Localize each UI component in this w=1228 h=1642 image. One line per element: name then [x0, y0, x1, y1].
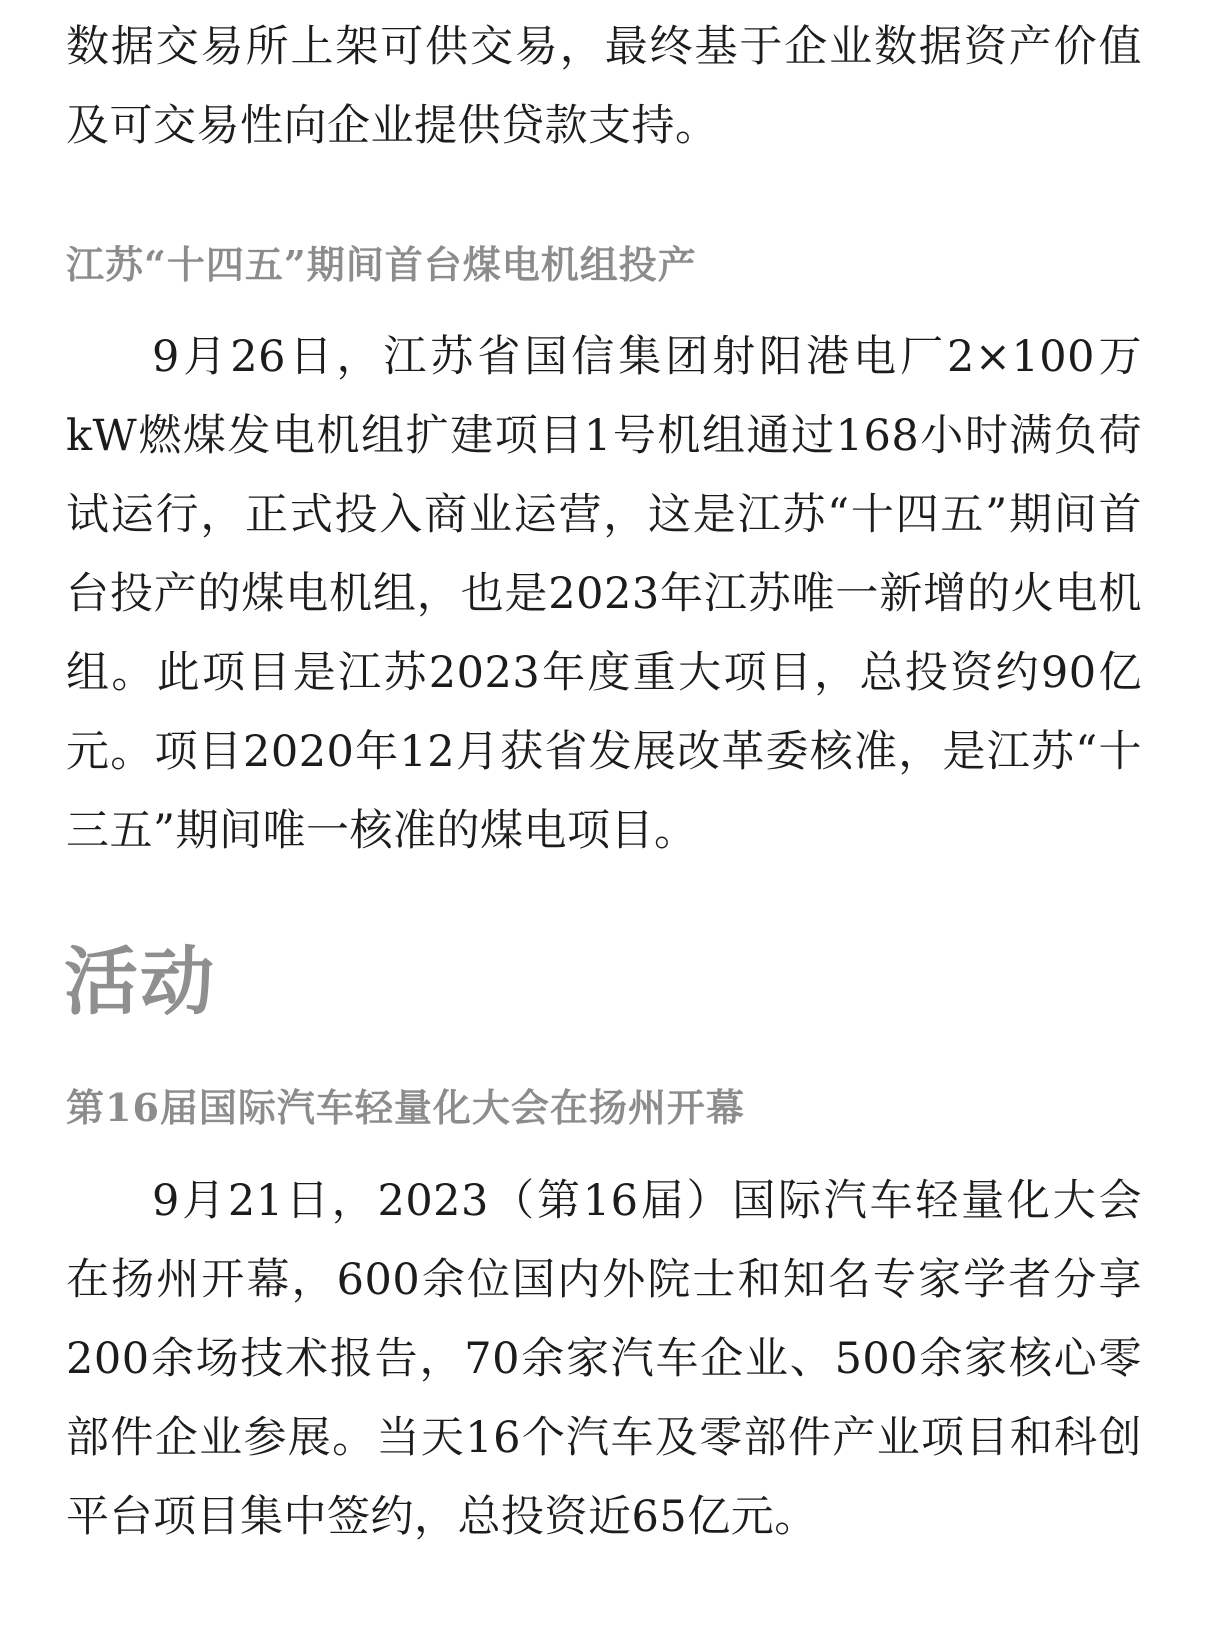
news-body-coal-power-unit: 9月26日，江苏省国信集团射阳港电厂2×100万kW燃煤发电机组扩建项目1号机组通过168小时满负荷试运行，正式投入商业运营，这是江苏“十四五”期间首台投产的煤电机组，也是2023年江苏唯一新增的火电机组。此项目是江苏2023年度重大项目，总投资约90亿元。项目2020年12月获省发展改革委核准，是江苏“十三五”期间唯一核准的煤电项目。	[66, 332, 1142, 856]
intro-paragraph: 数据交易所上架可供交易，最终基于企业数据资产价值及可交易性向企业提供贷款支持。	[66, 22, 1142, 151]
news-title-coal-power-unit: 江苏“十四五”期间首台煤电机组投产	[66, 242, 697, 287]
news-body-lightweight-conference: 9月21日，2023（第16届）国际汽车轻量化大会在扬州开幕，600余位国内外院士和知名专家学者分享200余场技术报告，70余家汽车企业、500余家核心零部件企业参展。当天16个汽车及零部件产业项目和科创平台项目集中签约，总投资近65亿元。	[66, 1176, 1142, 1542]
section-heading-activities: 活动	[64, 939, 216, 1025]
news-title-lightweight-conference: 第16届国际汽车轻量化大会在扬州开幕	[66, 1085, 745, 1130]
